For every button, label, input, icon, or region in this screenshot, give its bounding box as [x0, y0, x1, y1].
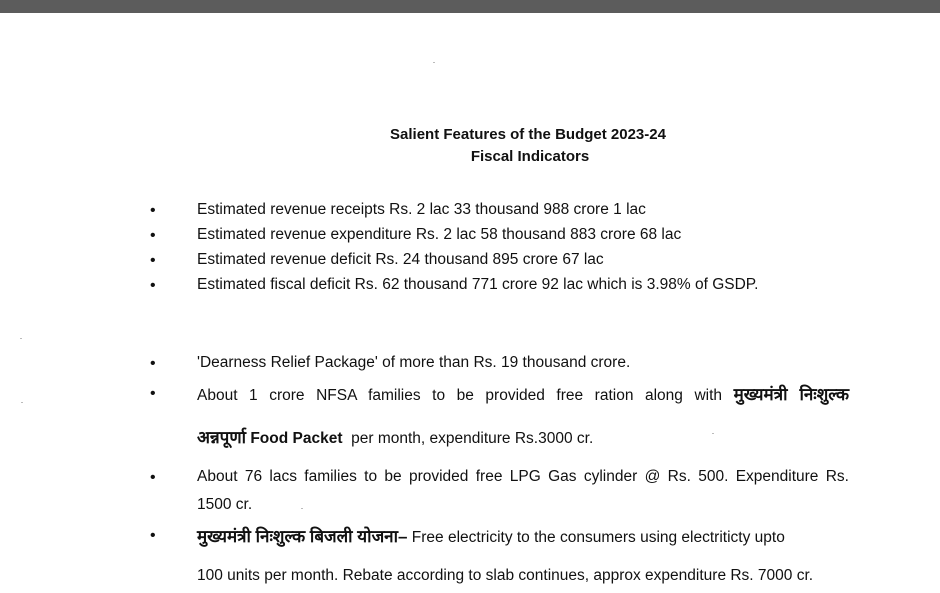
- nfsa-tail: per month, expenditure Rs.3000 cr.: [351, 430, 594, 447]
- fiscal-item-revenue-deficit: Estimated revenue deficit Rs. 24 thousand 895 crore 67 lac: [197, 251, 604, 268]
- feature-nfsa-line2: [197, 425, 593, 448]
- document-subtitle: Fiscal Indicators: [470, 148, 590, 165]
- fiscal-item-revenue-receipts: Estimated revenue receipts Rs. 2 lac 33 thousand 988 crore 1 lac: [197, 201, 646, 218]
- nfsa-hindi-annapurna: अन्नपूर्णा: [197, 428, 247, 447]
- feature-lpg-line2: 1500 cr.: [197, 496, 253, 513]
- scan-speck: [433, 62, 435, 63]
- scan-speck: [301, 508, 303, 509]
- viewer-top-bar: [0, 0, 940, 13]
- nfsa-hindi-scheme: मुख्यमंत्री निःशुल्क: [733, 385, 849, 404]
- scan-speck: [712, 433, 714, 434]
- bullet-icon: •: [150, 527, 156, 544]
- document-title: Salient Features of the Budget 2023-24: [390, 126, 666, 143]
- scan-speck: [20, 338, 22, 339]
- bullet-icon: •: [150, 469, 156, 486]
- fiscal-item-fiscal-deficit: Estimated fiscal deficit Rs. 62 thousand 771 crore 92 lac which is 3.98% of GSDP.: [197, 276, 759, 293]
- bullet-icon: •: [150, 355, 156, 372]
- feature-electricity-line1: [197, 524, 849, 547]
- bullet-icon: •: [150, 202, 156, 219]
- feature-dearness-relief: 'Dearness Relief Package' of more than Rs. 19 thousand crore.: [197, 354, 631, 371]
- scan-speck: [21, 402, 23, 403]
- nfsa-text: About 1 crore NFSA families to be provided free ration along with: [197, 387, 723, 404]
- fiscal-item-revenue-expenditure: Estimated revenue expenditure Rs. 2 lac 58 thousand 883 crore 68 lac: [197, 226, 682, 243]
- electricity-hindi-scheme: मुख्यमंत्री निःशुल्क बिजली योजना–: [197, 527, 408, 546]
- bullet-icon: •: [150, 252, 156, 269]
- feature-electricity-line2: 100 units per month. Rebate according to slab continues, approx expenditure Rs. 7000 cr.: [197, 567, 814, 584]
- bullet-icon: •: [150, 277, 156, 294]
- nfsa-food-packet: Food Packet: [250, 430, 343, 447]
- electricity-text: Free electricity to the consumers using electriticty upto: [411, 529, 785, 546]
- bullet-icon: •: [150, 227, 156, 244]
- feature-nfsa-line1: [197, 382, 849, 405]
- feature-lpg-line1: About 76 lacs families to be provided free LPG Gas cylinder @ Rs. 500. Expenditure Rs.: [197, 468, 849, 485]
- bullet-icon: •: [150, 385, 156, 402]
